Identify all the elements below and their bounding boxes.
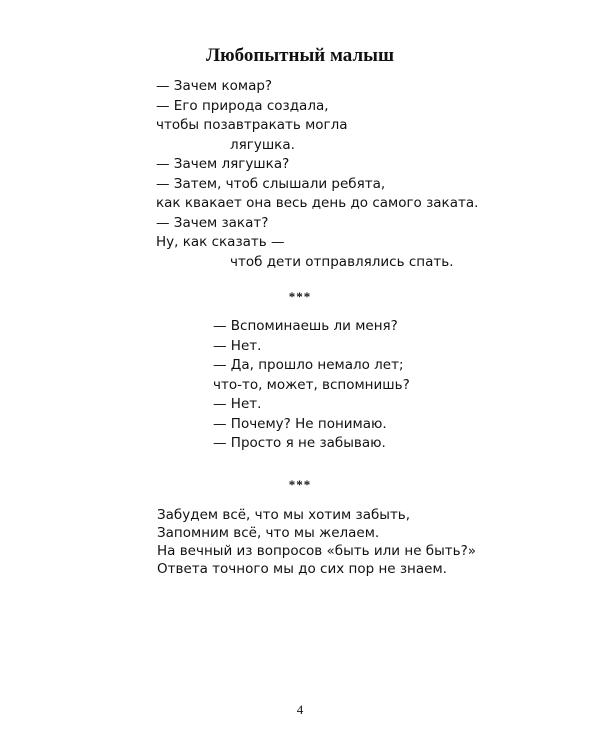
poem-line: — Затем, чтоб слышали ребята, bbox=[156, 175, 386, 192]
poem-line: — Почему? Не понимаю. bbox=[213, 415, 387, 432]
poem-remember-me bbox=[213, 317, 410, 454]
poem-title: Любопытный малыш bbox=[205, 45, 395, 66]
poem-curious-kid bbox=[156, 77, 478, 272]
poem-line: На вечный из вопросов «быть или не быть?» bbox=[157, 543, 477, 559]
section-separator: *** bbox=[288, 289, 312, 304]
poem-line: лягушка. bbox=[230, 136, 295, 153]
poem-line: — Просто я не забываю. bbox=[213, 435, 386, 451]
poem-line: — Его природа создала, bbox=[156, 97, 329, 114]
section-separator: *** bbox=[288, 477, 312, 492]
poem-line: — Нет. bbox=[213, 396, 262, 412]
poem-line: — Зачем комар? bbox=[156, 78, 273, 94]
poem-line: — Зачем лягушка? bbox=[156, 156, 290, 172]
poem-line: что-то, может, вспомнишь? bbox=[213, 376, 410, 393]
page-number: 4 bbox=[296, 702, 304, 717]
poem-line: чтобы позавтракать могла bbox=[156, 117, 348, 133]
poem-line: Ответа точного мы до сих пор не знаем. bbox=[157, 561, 447, 577]
poem-line: чтоб дети отправлялись спать. bbox=[230, 253, 454, 270]
poem-forget-remember bbox=[157, 506, 476, 578]
poem-line: — Зачем закат? bbox=[156, 214, 269, 231]
poem-line: — Вспоминаешь ли меня? bbox=[213, 318, 398, 334]
poem-line: Забудем всё, что мы хотим забыть, bbox=[157, 507, 411, 523]
poem-line: как квакает она весь день до самого заката. bbox=[156, 195, 479, 211]
poem-line: — Да, прошло немало лет; bbox=[213, 357, 404, 373]
poem-line: Ну, как сказать — bbox=[156, 234, 285, 250]
poem-line: Запомним всё, что мы желаем. bbox=[157, 525, 380, 541]
poem-line: — Нет. bbox=[213, 337, 262, 354]
